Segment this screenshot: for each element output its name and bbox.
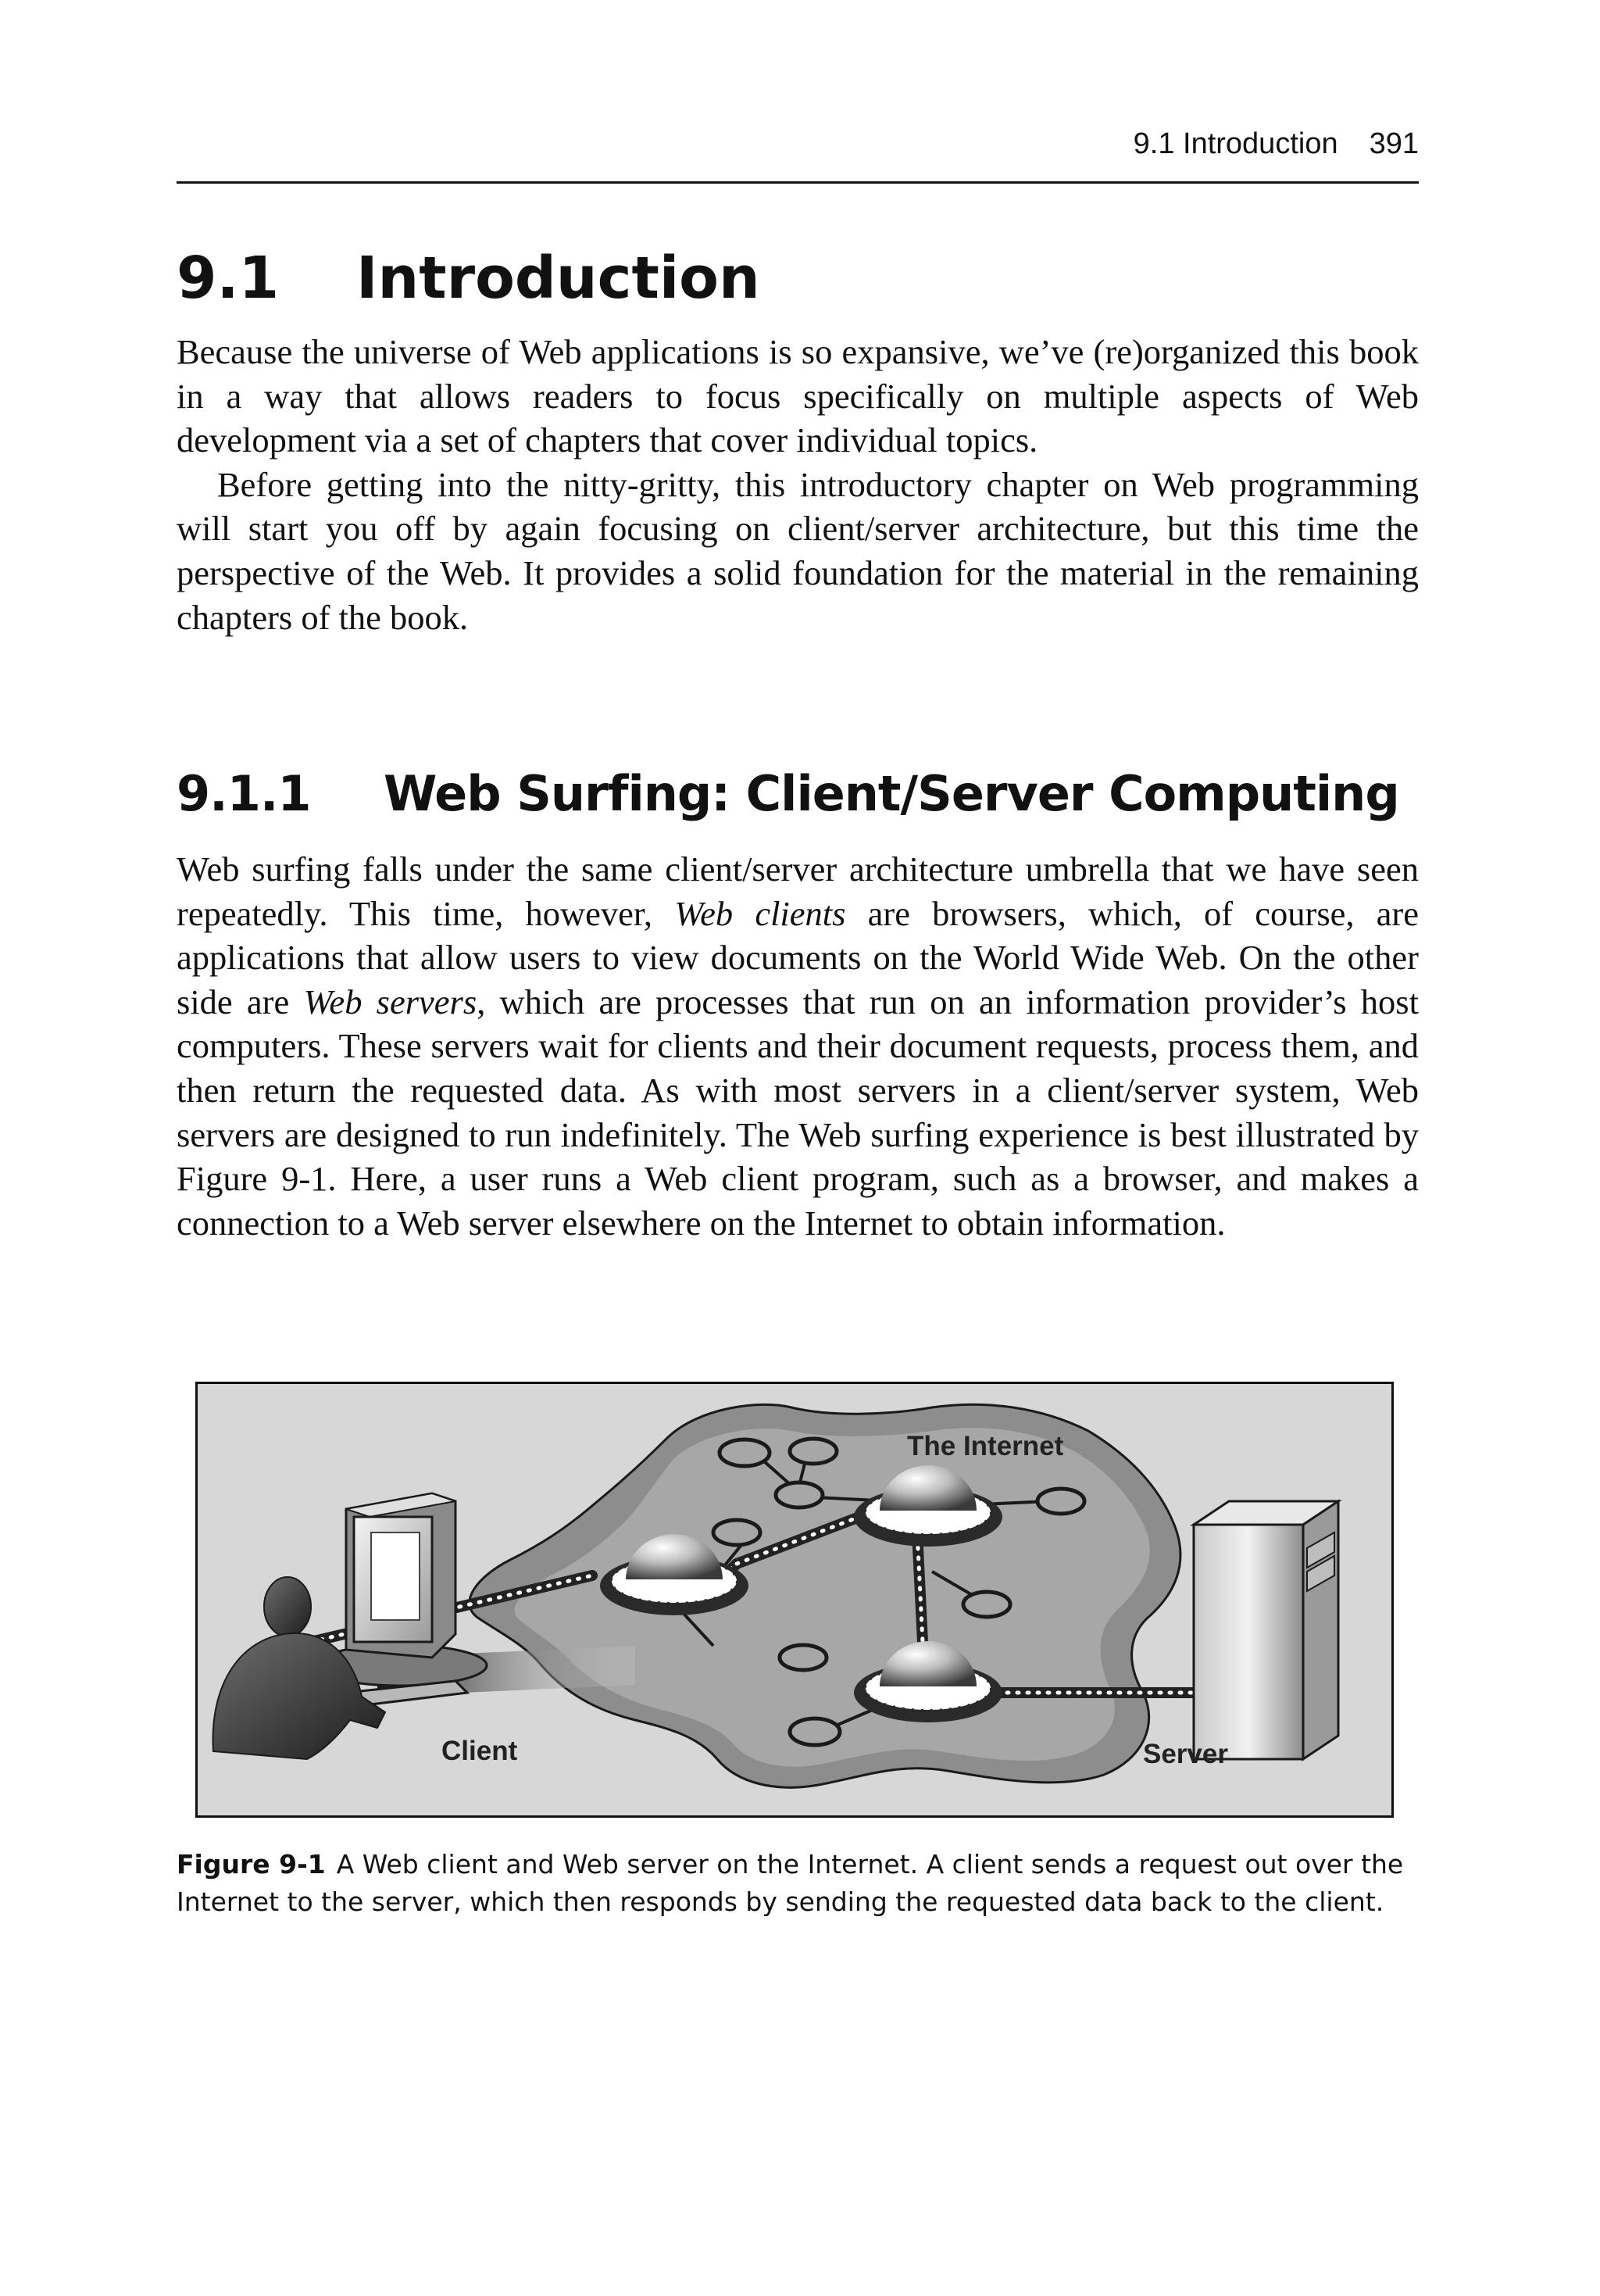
internet-label: The Internet bbox=[907, 1431, 1064, 1461]
web-surfing-text bbox=[177, 847, 1419, 1245]
section-number: 9.1 bbox=[177, 245, 280, 312]
figure-caption-text: A Web client and Web server on the Internet. A client sends a request out over the Internet to the server, which then responds by sending the requested data back to the client. bbox=[177, 1849, 1404, 1917]
page-number: 391 bbox=[1369, 127, 1419, 160]
intro-text bbox=[177, 330, 1419, 639]
section-heading bbox=[177, 241, 760, 316]
paragraph-part-3: , which are processes that run on an information provider’s host computers. These servers wait for clients and their document requests, process them, and then return the requested data. As with most servers in a client/server system, Web servers are designed to run indefinitely. The Web surfing experience is best illustrated by Figure 9-1. Here, a user runs a Web client program, such as a browser, and makes a connection to a Web server elsewhere on the Internet to obtain information. bbox=[177, 982, 1419, 1243]
server-tower bbox=[1194, 1501, 1338, 1759]
web-surfing-paragraph bbox=[177, 847, 1419, 1245]
client-label: Client bbox=[441, 1736, 518, 1766]
subsection-number: 9.1.1 bbox=[177, 765, 311, 822]
figure-caption bbox=[177, 1846, 1419, 1921]
section-title: Introduction bbox=[356, 245, 760, 312]
paragraph-part-2: are browsers, which, of course, are applications that allow users to view documents on the World Wide Web. On the other side are bbox=[177, 893, 1419, 1021]
term-web-servers: Web servers bbox=[303, 982, 477, 1021]
subsection-heading bbox=[177, 761, 1399, 827]
subsection-title: Web Surfing: Client/Server Computing bbox=[384, 765, 1399, 822]
figure-caption-label: Figure 9-1 bbox=[177, 1849, 326, 1879]
intro-paragraph-2: Before getting into the nitty-gritty, this introductory chapter on Web programming will start you off by again focusing on client/server architecture, but this time the perspective of the Web. It provides a solid foundation for the material in the remaining chapters of the book. bbox=[177, 464, 1419, 637]
figure-9-1 bbox=[195, 1382, 1394, 1818]
paragraph-part-1: Web surfing falls under the same client/server architecture umbrella that we have seen repeatedly. This time, however, bbox=[177, 849, 1419, 933]
running-head-section: 9.1 Introduction bbox=[1133, 127, 1338, 160]
intro-paragraph-1: Because the universe of Web applications is so expansive, we’ve (re)organized this book in a way that allows readers to focus specifically on multiple aspects of Web development via a set of chapters that cover individual topics. bbox=[177, 332, 1419, 460]
server-label: Server bbox=[1143, 1739, 1228, 1769]
running-head bbox=[177, 116, 1419, 184]
term-web-clients: Web clients bbox=[674, 893, 846, 933]
